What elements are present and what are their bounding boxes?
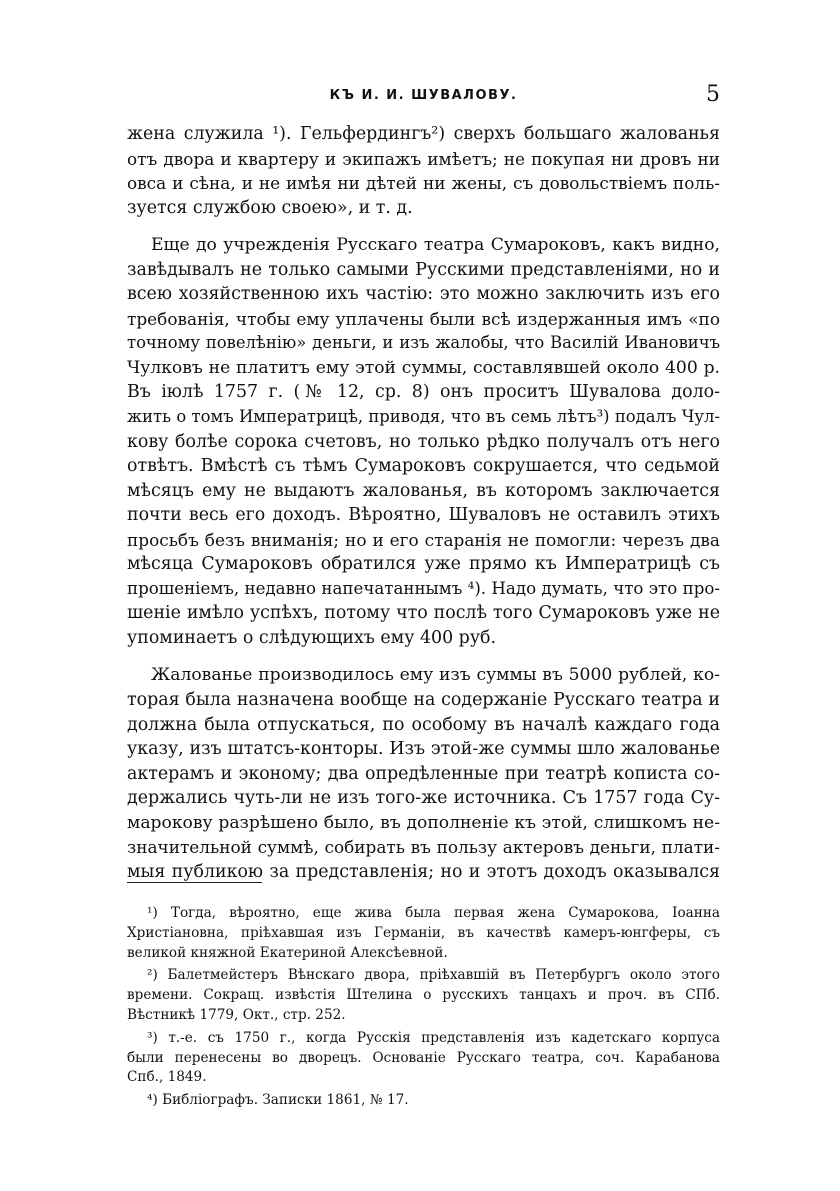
text-line: кову болѣе сорока счетовъ, но только рѣдко получалъ отъ него (127, 431, 720, 452)
footnote-line: Вѣстникѣ 1779, Окт., стр. 252. (127, 1006, 346, 1023)
text-line: точному повелѣнію» деньги, и изъ жалобы, что Василій Ивановичъ (127, 333, 720, 353)
text-line: мѣсяца Сумароковъ обратился уже прямо къ Императрицѣ съ (127, 554, 720, 575)
footnote-line: великой княжной Екатериной Алексѣевной. (127, 944, 448, 961)
footnotes (127, 904, 720, 1111)
text-line: овса и сѣна, и не имѣя ни дѣтей ни жены, съ довольствіемъ поль- (127, 173, 720, 194)
text-line: мѣсяцъ ему не выдаютъ жалованья, въ которомъ заключается (127, 480, 720, 501)
text-line: мыя публикою за представленія; но и этотъ доходъ оказывался (127, 861, 720, 882)
running-head (127, 82, 720, 112)
text-line: торая была назначена вообще на содержаніе Русскаго театра и (127, 690, 720, 711)
text-line: отвѣтъ. Вмѣстѣ съ тѣмъ Сумароковъ сокрушается, что седьмой (127, 456, 720, 477)
text-line: прошеніемъ, недавно напечатаннымъ ⁴). Надо думать, что это про- (127, 578, 720, 598)
main-text (127, 122, 720, 884)
footnote-line: Христіановна, пріѣхавшая изъ Германіи, въ качествѣ камеръ-юнгферы, съ (127, 924, 720, 941)
text-line: актерамъ и эконому; два опредѣленные при театрѣ кописта со- (127, 763, 720, 784)
footnote-line: Спб., 1849. (127, 1069, 207, 1086)
footnote-rule (127, 882, 262, 883)
text-line: держались чуть-ли не изъ того-же источника. Съ 1757 года Су- (127, 788, 720, 809)
text-line: значительной суммѣ, собирать въ пользу актеровъ деньги, плати- (127, 837, 720, 858)
footnote-line: были перенесены во дворецъ. Основаніе Русскаго театра, соч. Карабанова (127, 1049, 720, 1066)
text-line: зуется службою своею», и т. д. (127, 197, 413, 218)
text-line: указу, изъ штатсъ-конторы. Изъ этой-же суммы шло жалованье (127, 739, 720, 760)
text-line: жить о томъ Императрицѣ, приводя, что въ семь лѣтъ³) подалъ Чул- (127, 407, 720, 427)
footnote-line: ²) Балетмейстеръ Вѣнскаго двора, пріѣхавшій въ Петербургъ около этого (147, 967, 720, 984)
text-line: марокову разрѣшено было, въ дополненіе къ этой, слишкомъ не- (127, 812, 720, 833)
text-line: Въ іюлѣ 1757 г. (№ 12, ср. 8) онъ проситъ Шувалова доло- (127, 382, 720, 403)
footnote-line: ³) т.-е. съ 1750 г., когда Русскія представленія изъ кадетскаго корпуса (147, 1029, 720, 1046)
text-line: Жалованье производилось ему изъ суммы въ 5000 рублей, ко- (151, 665, 720, 686)
text-line: упоминаетъ о слѣдующихъ ему 400 руб. (127, 627, 497, 648)
text-line: завѣдывалъ не только самыми Русскими представленіями, но и (127, 259, 720, 280)
text-line: почти весь его доходъ. Вѣроятно, Шуваловъ не оставилъ этихъ (127, 505, 720, 526)
footnote-line: ⁴) Библіографъ. Записки 1861, № 17. (147, 1092, 409, 1109)
footnote-line: ¹) Тогда, вѣроятно, еще жива была первая жена Сумарокова, Іоанна (147, 905, 720, 921)
text-line: требованія, чтобы ему уплачены были всѣ издержанныя имъ «по (127, 308, 720, 329)
text-line: всею хозяйственною ихъ частію: это можно заключить изъ его (127, 284, 720, 305)
text-line: отъ двора и квартеру и экипажъ имѣетъ; не покупая ни дровъ ни (127, 148, 720, 169)
text-line: Чулковъ не платитъ ему этой суммы, составлявшей около 400 р. (127, 357, 720, 378)
text-line: шеніе имѣло успѣхъ, потому что послѣ того Сумароковъ уже не (127, 603, 720, 624)
text-line: Еще до учрежденія Русскаго театра Сумароковъ, какъ видно, (151, 235, 720, 256)
page-number: 5 (706, 82, 720, 107)
text-line: просьбъ безъ вниманія; но и его старанія не помогли: черезъ два (127, 529, 720, 550)
footnote-line: времени. Сокращ. извѣстія Штелина о русскихъ танцахъ и проч. въ СПб. (127, 987, 720, 1004)
text-line: должна была отпускаться, по особому въ началѣ каждаго года (127, 714, 720, 735)
text-line: жена служила ¹). Гельфердингъ²) сверхъ большаго жалованья (127, 124, 720, 144)
running-title: КЪ И. И. ШУВАЛОВУ. (329, 88, 518, 103)
